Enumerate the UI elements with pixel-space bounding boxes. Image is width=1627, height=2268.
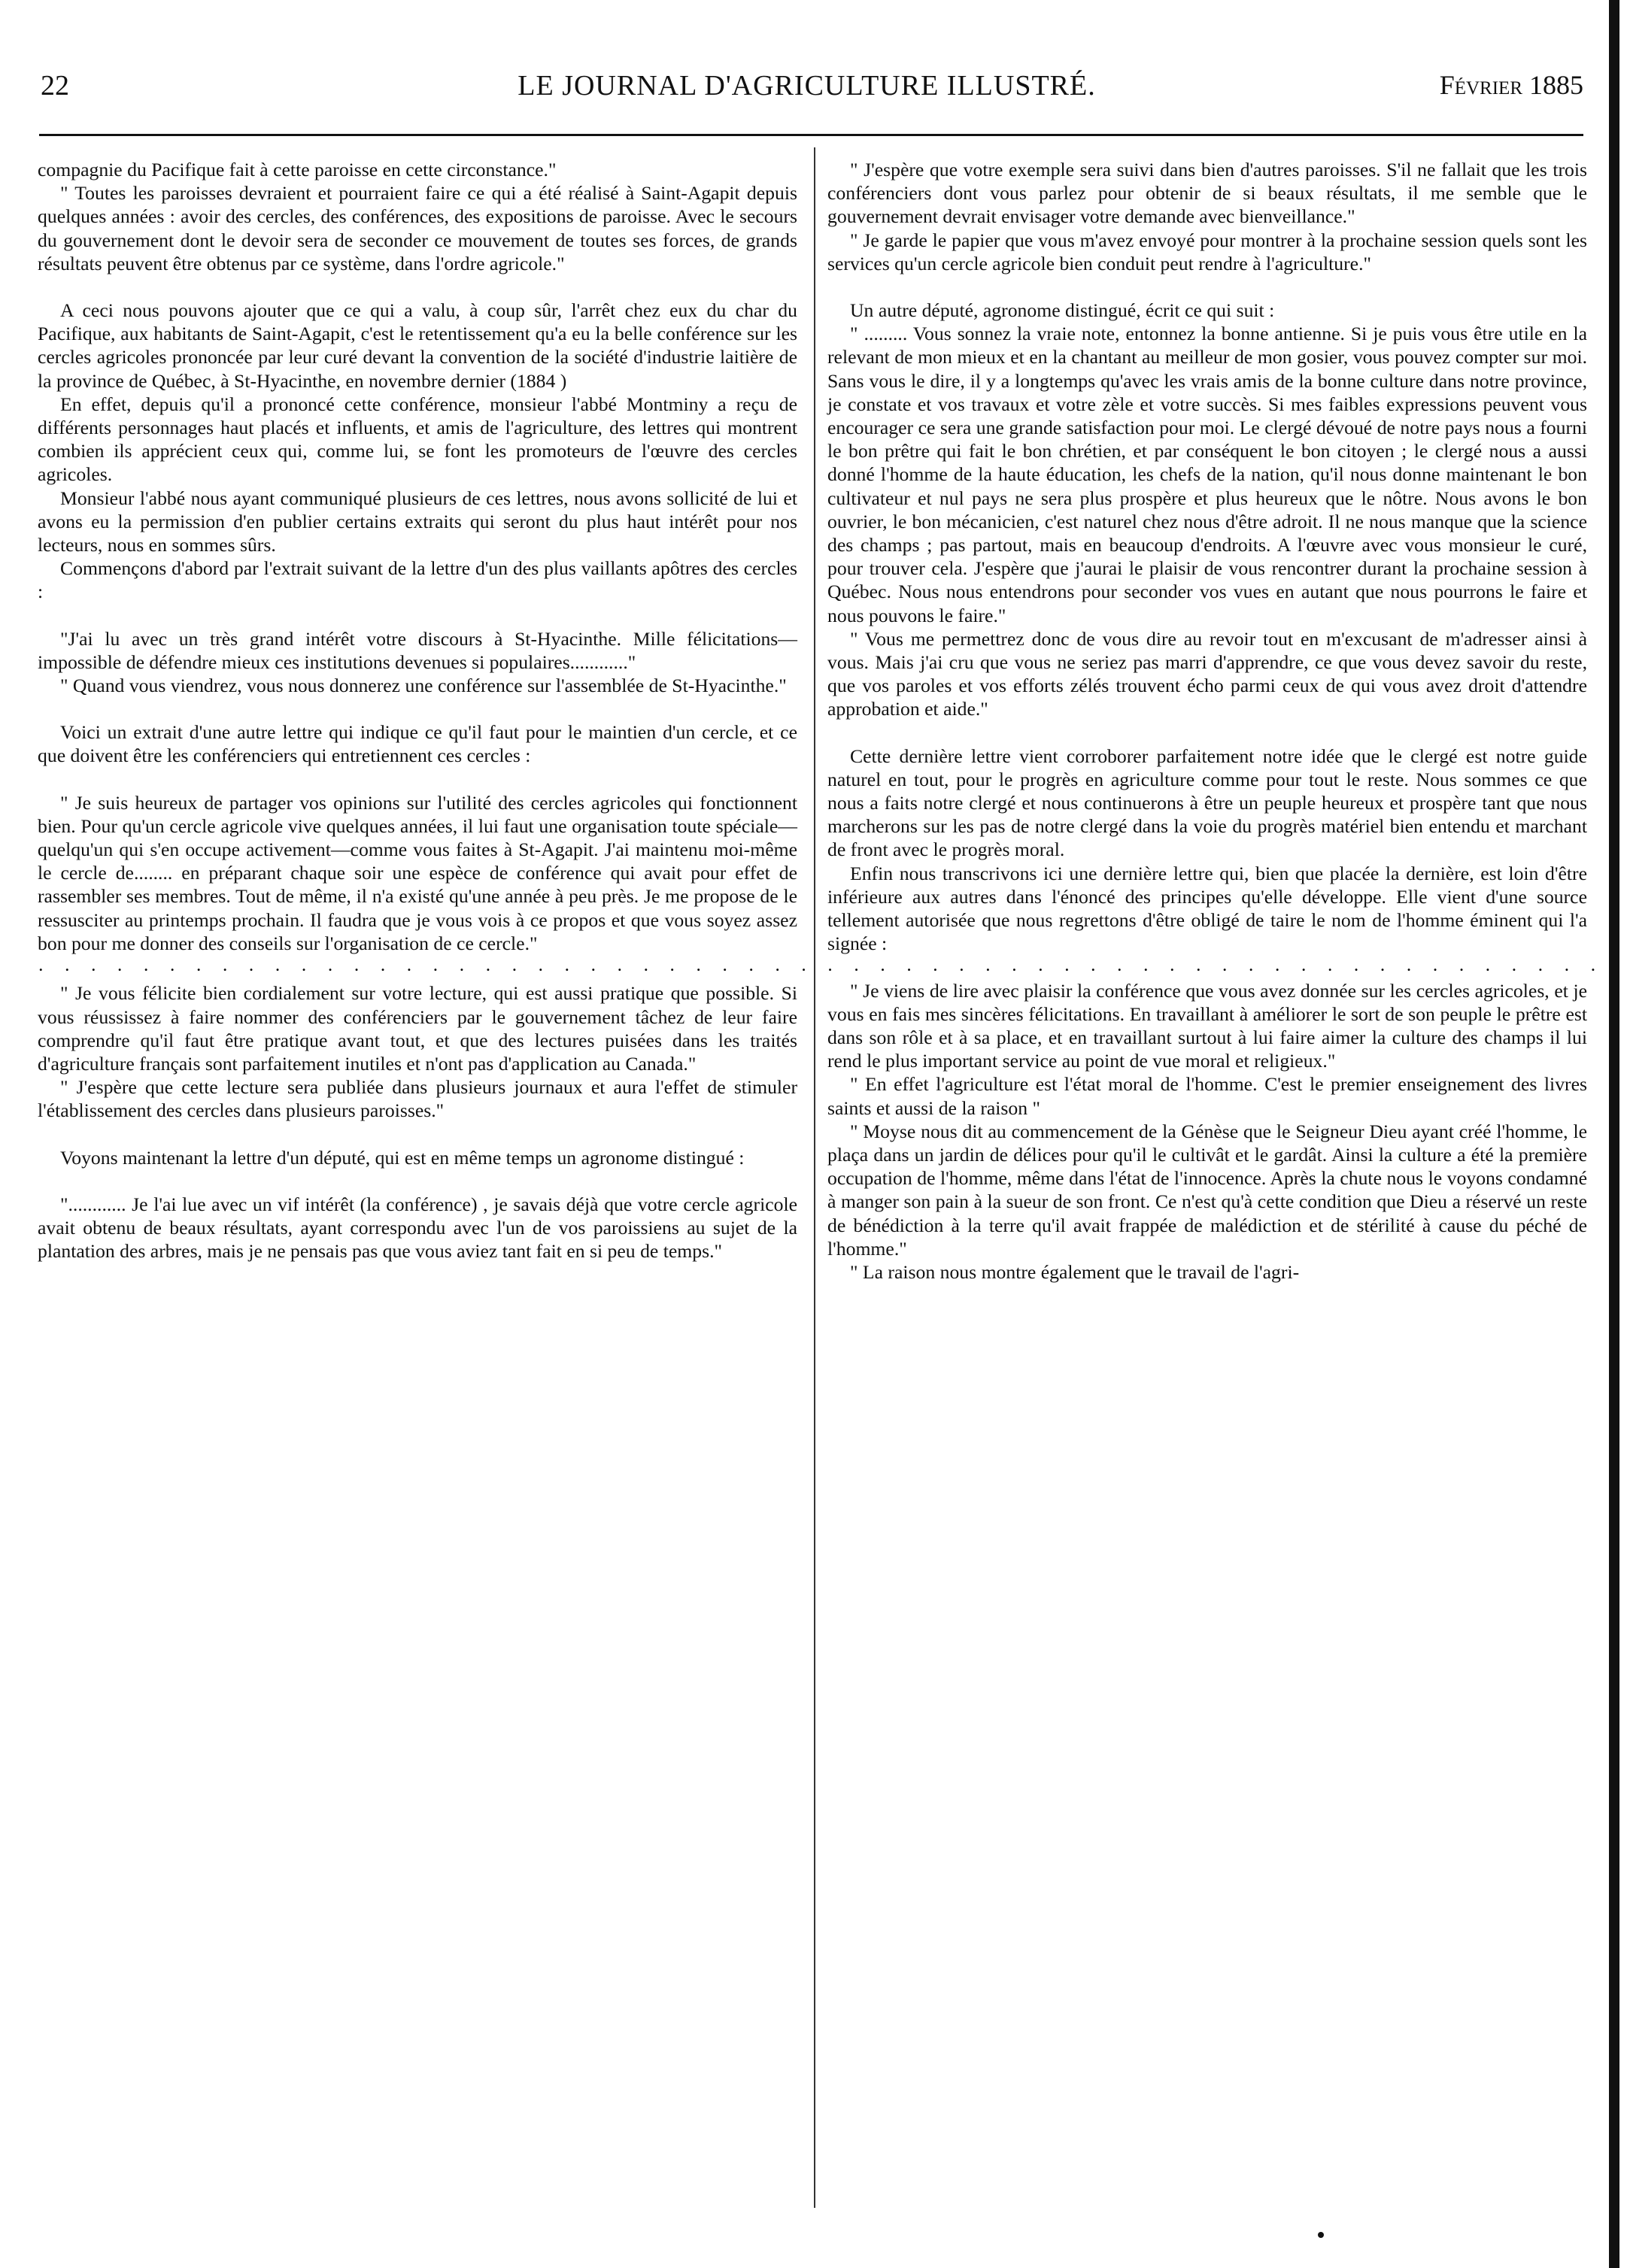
left-paragraph: " Quand vous viendrez, vous nous donnerez une conférence sur l'assemblée de St-Hyacinthe.": [60, 675, 787, 697]
left-paragraph: "J'ai lu avec un très grand intérêt votre discours à St-Hyacinthe. Mille félicitations—impossible de défendre mieux ces institutions devenues si populaires............": [38, 627, 797, 673]
scan-edge-bar: [1609, 0, 1619, 2268]
journal-title: LE JOURNAL D'AGRICULTURE ILLUSTRÉ.: [518, 70, 1096, 102]
left-paragraph: En effet, depuis qu'il a prononcé cette conférence, monsieur l'abbé Montminy a reçu de différents personnages haut placés et influents, et amis de l'agriculture, des lettres qui montrent combien ils apprécient ceux qui, comme lui, se font les promoteurs de l'œuvre des cercles agricoles.: [38, 393, 797, 486]
right-paragraph: " Vous me permettrez donc de vous dire au revoir tout en m'excusant de m'adresser ainsi à vous. Mais j'ai cru que vous ne seriez pas marri d'apprendre, ce que vous devez savoir du reste, que vos paroles et vos efforts zélés trouvent écho parmi ceux de qui vous avez droit d'attendre approbation et aide.": [827, 627, 1587, 720]
right-paragraph: " Moyse nous dit au commencement de la Génèse que le Seigneur Dieu ayant créé l'homme, le plaça dans un jardin de délices pour qu'il le cultivât et le gardât. Ainsi la culture a été la première occupation de l'homme, même dans l'état de l'innocence. Après la chute nous le voyons condamné à manger son pain à la sueur de son front. Ce n'est qu'à cette condition que Dieu a réservé un reste de bénédiction à la terre qu'il avait frappée de malédiction et de stérilité à cause du péché de l'homme.": [827, 1120, 1587, 1260]
page-header: [30, 69, 1583, 114]
left-paragraph: A ceci nous pouvons ajouter que ce qui a valu, à coup sûr, l'arrêt chez eux du char du Pacifique, aux habitants de Saint-Agapit, c'est le retentissement qu'a eu la belle conférence sur les cercles agricoles prononcée par leur curé devant la convention de la société d'industrie laitière de la province de Québec, à St-Hyacinthe, en novembre dernier (1884 ): [38, 299, 797, 392]
printer-mark: [1318, 2232, 1324, 2238]
left-paragraph: " J'espère que cette lecture sera publiée dans plusieurs journaux et aura l'effet de stimuler l'établissement des cercles dans plusieurs paroisses.": [38, 1076, 797, 1122]
left-paragraph: Voyons maintenant la lettre d'un député, qui est en même temps un agronome distingué :: [60, 1146, 745, 1169]
right-paragraph: " Je garde le papier que vous m'avez envoyé pour montrer à la prochaine session quels sont les services qu'un cercle agricole bien conduit peut rendre à l'agriculture.": [827, 229, 1587, 274]
left-paragraph: "............ Je l'ai lue avec un vif intérêt (la conférence) , je savais déjà que votre cercle agricole avait obtenu de beaux résultats, ayant correspondu avec l'un de vos paroissiens au sujet de la plantation des arbres, mais je ne pensais pas que vous aviez tant fait en si peu de temps.": [38, 1193, 797, 1263]
left-paragraph: " Je suis heureux de partager vos opinions sur l'utilité des cercles agricoles qui fonctionnent bien. Pour qu'un cercle agricole vive quelques années, il lui faut une organisation toute spéciale—quelqu'un qui s'en occupe activement—comme vous faites à St-Agapit. J'ai maintenu moi-même le cercle de........ en préparant chaque soir une espèce de conférence qui avait pour effet de rassembler ses membres. Tout de même, il n'a existé qu'une année à peu près. Je me propose de le ressusciter au printemps prochain. Il faudra que je vous vois à ce propos et que vous soyez assez bon pour me donner des conseils sur l'organisation de ce cercle.": [38, 791, 797, 954]
page-number: 22: [41, 70, 69, 102]
right-paragraph: Un autre député, agronome distingué, écrit ce qui suit :: [850, 299, 1275, 322]
right-paragraph: " Je viens de lire avec plaisir la conférence que vous avez donnée sur les cercles agricoles, et je vous en fais mes sincères félicitations. En travaillant à améliorer le sort de son peuple le prêtre est dans son rôle et à sa place, et en travaillant surtout à lui faire aimer la culture des champs il lui rend le plus important service au point de vue moral et religieux.": [827, 979, 1587, 1072]
right-paragraph: " ......... Vous sonnez la vraie note, entonnez la bonne antienne. Si je puis vous être utile en la relevant de mon mieux et en la chantant au meilleur de mon gosier, vous pouvez compter sur moi. Sans vous le dire, il y a longtemps qu'avec les vrais amis de la bonne culture dans notre province, je constate et vos travaux et votre zèle et votre succès. Si mes faibles expressions peuvent vous encourager ce sera une grande satisfaction pour moi. Le clergé dévoué de notre pays nous a fourni le bon prêtre qui fait le bon chrétien, et par conséquent le bon citoyen ; le clergé nous a aussi donné l'homme de la haute éducation, les chefs de la nation, qu'il nous donne maintenant le bon cultivateur et nul pays ne sera plus prospère et plus heureux que le nôtre. Nous avons le bon ouvrier, le bon mécanicien, c'est naturel chez nous d'être adroit. Il ne nous manque que la science des champs ; pas partout, mais en beaucoup d'endroits. A l'œuvre avec vous monsieur le curé, pour trouver cela. J'espère que j'aurai le plaisir de vous rencontrer durant la prochaine session à Québec. Nous nous entendrons pour seconder vos vues en autant que nous pourrons le faire et nous pouvons le faire.": [827, 323, 1587, 626]
right-paragraph: " La raison nous montre également que le travail de l'agri-: [850, 1260, 1300, 1283]
column-divider: [814, 147, 815, 2208]
dotted-separator: · · · · · · · · · · · · · · · · · · · · · · · · · · · · · · · · · · · · · · · · · · · · · · · · · · · · · · · · · · · ·: [38, 959, 1604, 981]
left-paragraph: Voici un extrait d'une autre lettre qui indique ce qu'il faut pour le maintien d'un cercle, et ce que doivent être les conférenciers qui entretiennent ces cercles :: [38, 721, 797, 767]
issue-date: Février 1885: [1439, 70, 1583, 100]
right-column: [827, 158, 1587, 2256]
left-paragraph: compagnie du Pacifique fait à cette paroisse en cette circonstance.": [38, 159, 557, 180]
left-paragraph: " Je vous félicite bien cordialement sur votre lecture, qui est aussi pratique que possible. Si vous réussissez à faire nommer des conférenciers par le gouvernement tâchez de leur faire comprendre qu'il faut être pratique avant tout, et que des lectures puisées dans les traités d'agriculture français sont parfaitement inutiles et n'ont pas d'application au Canada.": [38, 982, 797, 1075]
right-paragraph: Cette dernière lettre vient corroborer parfaitement notre idée que le clergé est notre guide naturel en tout, pour le progrès en agriculture comme pour tout le reste. Nous sommes ce que nous a faits notre clergé et nous continuerons à être un peuple heureux et prospère tant que nous marcherons sur les pas de notre clergé dans la voie du progrès matériel bien entendu et marchant de front avec le progrès moral.: [827, 744, 1587, 861]
right-paragraph: Enfin nous transcrivons ici une dernière lettre qui, bien que placée la dernière, est loin d'être inférieure aux autres dans l'énoncé des principes qu'elle développe. Elle vient d'une source tellement autorisée que nous regrettons d'être obligé de taire le nom de l'homme éminent qui l'a signée :: [827, 862, 1587, 955]
left-paragraph: Commençons d'abord par l'extrait suivant de la lettre d'un des plus vaillants apôtres des cercles :: [38, 557, 797, 603]
header-rule: [39, 134, 1583, 136]
left-paragraph: Monsieur l'abbé nous ayant communiqué plusieurs de ces lettres, nous avons sollicité de lui et avons eu la permission d'en publier certains extraits qui seront du plus haut intérêt pour nos lecteurs, nous en sommes sûrs.: [38, 487, 797, 556]
right-paragraph: " En effet l'agriculture est l'état moral de l'homme. C'est le premier enseignement des livres saints et aussi de la raison ": [827, 1073, 1587, 1119]
right-paragraph: " J'espère que votre exemple sera suivi dans bien d'autres paroisses. S'il ne fallait que les trois conférenciers dont vous parlez pour obtenir de si beaux résultats, il me semble que le gouvernement devrait envisager votre demande avec bienveillance.": [827, 159, 1587, 228]
left-paragraph: " Toutes les paroisses devraient et pourraient faire ce qui a été réalisé à Saint-Agapit depuis quelques années : avoir des cercles, des conférences, des expositions de paroisse. Avec le secours du gouvernement dont le devoir sera de seconder ce mouvement de toutes ses forces, de grands résultats peuvent être obtenus par ce système, dans l'ordre agricole.": [38, 182, 797, 274]
